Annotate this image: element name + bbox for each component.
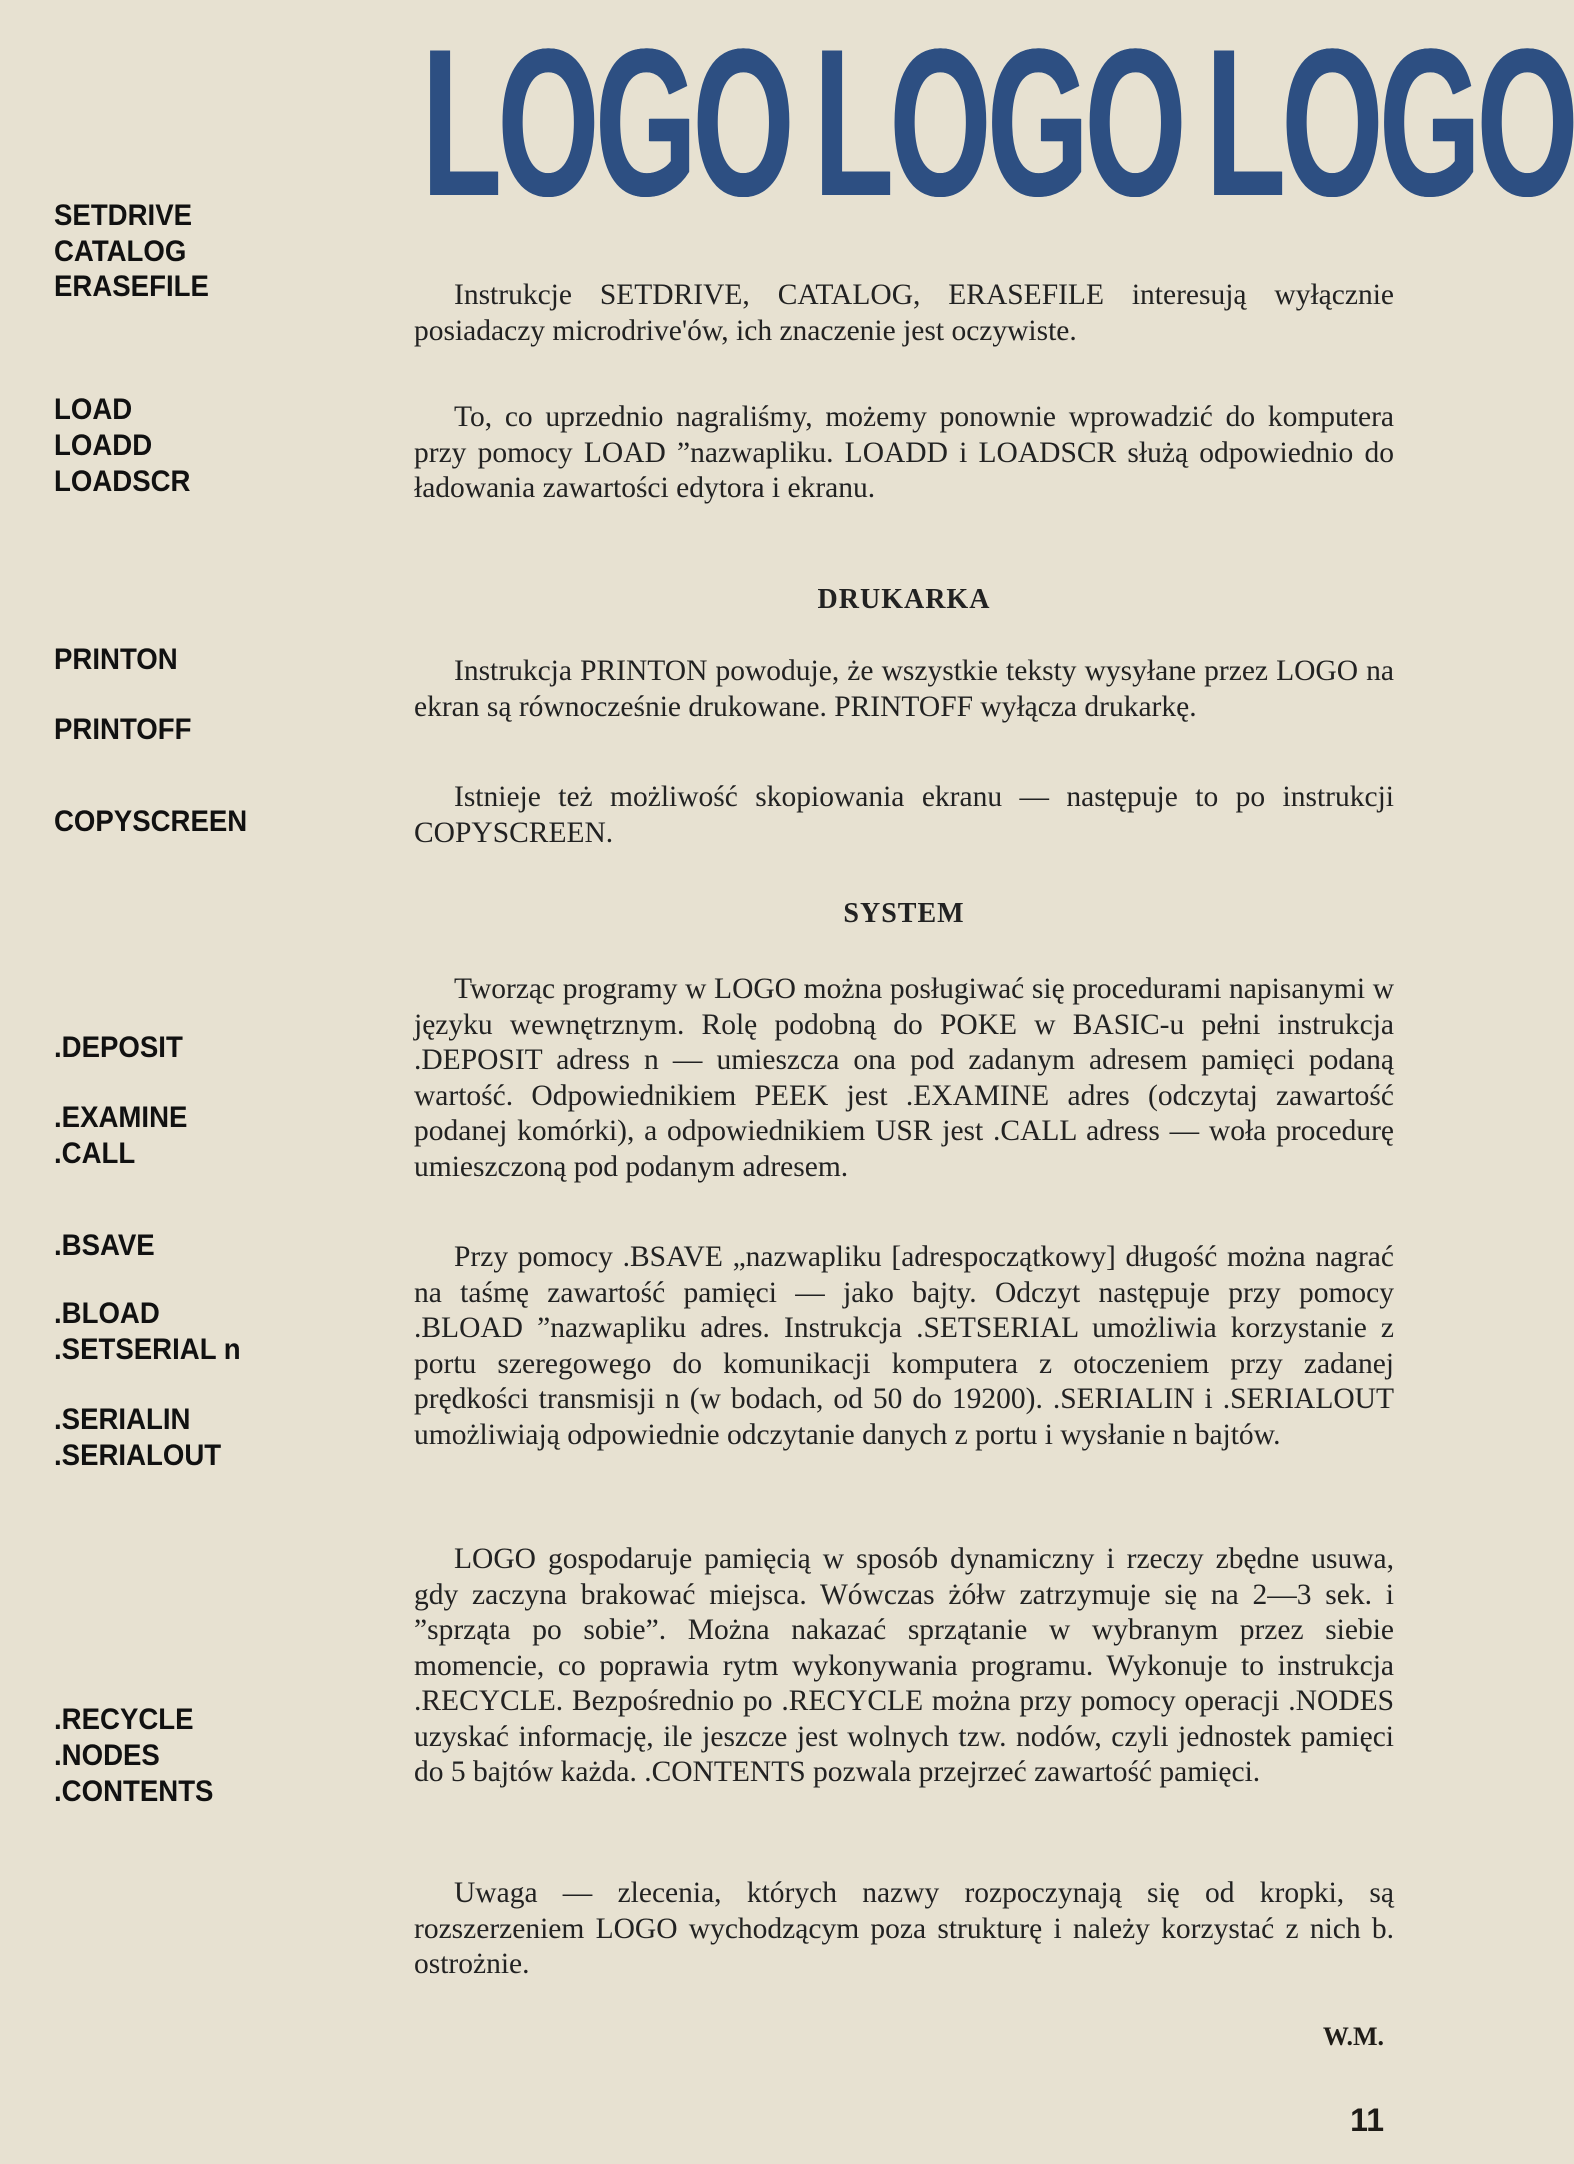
kw-examine: .EXAMINE bbox=[54, 1101, 188, 1134]
heading-system: SYSTEM bbox=[843, 898, 965, 929]
paragraph-load: To, co uprzednio nagraliśmy, możemy ponownie wprowadzić do komputera przy pomocy LOAD ”nazwapliku. LOADD i LOADSCR służą odpowiednio do ładowania zawartości edytora i ekranu. bbox=[414, 401, 1394, 504]
kw-contents: .CONTENTS bbox=[54, 1775, 214, 1808]
kw-setdrive: SETDRIVE bbox=[54, 199, 193, 232]
kw-catalog: CATALOG bbox=[54, 235, 187, 268]
kw-serialin: .SERIALIN bbox=[54, 1403, 191, 1436]
logo-word-2: LOGO bbox=[814, 5, 1183, 240]
kw-loadscr: LOADSCR bbox=[54, 465, 191, 498]
kw-serialout: .SERIALOUT bbox=[54, 1439, 222, 1472]
kw-printoff: PRINTOFF bbox=[54, 713, 192, 746]
paragraph-uwaga: Uwaga — zlecenia, których nazwy rozpoczynają się od kropki, są rozszerzeniem LOGO wychodzącym poza strukturę i należy korzystać z nich b. ostrożnie. bbox=[414, 1877, 1394, 1980]
kw-recycle: .RECYCLE bbox=[54, 1703, 194, 1736]
signature: W.M. bbox=[1322, 2022, 1384, 2051]
paragraph-printon: Instrukcja PRINTON powoduje, że wszystkie teksty wysyłane przez LOGO na ekran są równocześnie drukowane. PRINTOFF wyłącza drukarkę. bbox=[414, 655, 1394, 723]
page-number: 11 bbox=[1350, 2102, 1384, 2138]
paragraph-bsave: Przy pomocy .BSAVE „nazwapliku [adrespoczątkowy] długość można nagrać na taśmę zawartość pamięci — jako bajty. Odczyt następuje przy pomocy .BLOAD ”nazwapliku adres. Instrukcja .SETSERIAL umożliwia korzystanie z portu szeregowego do komunikacji komputera z otoczeniem przy zadanej prędkości transmisji n (w bodach, od 50 do 19200). .SERIALIN i .SERIALOUT umożliwiają odpowiednie odczytanie danych z portu i wysłanie n bajtów. bbox=[414, 1241, 1394, 1451]
paragraph-copyscreen: Istnieje też możliwość skopiowania ekranu — następuje to po instrukcji COPYSCREEN. bbox=[414, 781, 1394, 849]
kw-erasefile: ERASEFILE bbox=[54, 270, 209, 303]
kw-load: LOAD bbox=[54, 393, 133, 426]
logo-word-3: LOGO bbox=[1206, 5, 1574, 240]
kw-call: .CALL bbox=[54, 1137, 136, 1170]
header-logo bbox=[422, 5, 1574, 240]
kw-nodes: .NODES bbox=[54, 1739, 160, 1772]
kw-setserial: .SETSERIAL n bbox=[54, 1333, 241, 1366]
kw-loadd: LOADD bbox=[54, 429, 153, 462]
kw-printon: PRINTON bbox=[54, 643, 178, 676]
kw-copyscreen: COPYSCREEN bbox=[54, 805, 248, 838]
logo-word-1: LOGO bbox=[422, 5, 791, 240]
kw-bsave: .BSAVE bbox=[54, 1229, 155, 1262]
heading-drukarka: DRUKARKA bbox=[817, 584, 991, 615]
kw-deposit: .DEPOSIT bbox=[54, 1031, 183, 1064]
kw-bload: .BLOAD bbox=[54, 1297, 160, 1330]
paragraph-setdrive: Instrukcje SETDRIVE, CATALOG, ERASEFILE interesują wyłącznie posiadaczy microdrive'ów, ich znaczenie jest oczywiste. bbox=[414, 279, 1394, 347]
paragraph-recycle: LOGO gospodaruje pamięcią w sposób dynamiczny i rzeczy zbędne usuwa, gdy zaczyna brakować miejsca. Wówczas żółw zatrzymuje się na 2—3 sek. i ”sprząta po sobie”. Można nakazać sprzątanie w wybranym przez siebie momencie, co poprawia rytm wykonywania programu. Wykonuje to instrukcja .RECYCLE. Bezpośrednio po .RECYCLE można przy pomocy operacji .NODES uzyskać informację, ile jeszcze jest wolnych tzw. nodów, czyli jednostek pamięci do 5 bajtów każda. .CONTENTS pozwala przejrzeć zawartość pamięci. bbox=[414, 1543, 1394, 1788]
paragraph-deposit: Tworząc programy w LOGO można posługiwać się procedurami napisanymi w języku wewnętrznym. Rolę podobną do POKE w BASIC-u pełni instrukcja .DEPOSIT adress n — umieszcza ona pod zadanym adresem pamięci podaną wartość. Odpowiednikiem PEEK jest .EXAMINE adres (odczytaj zawartość podanej komórki), a odpowiednikiem USR jest .CALL adress — woła procedurę umieszczoną pod podanym adresem. bbox=[414, 973, 1394, 1183]
